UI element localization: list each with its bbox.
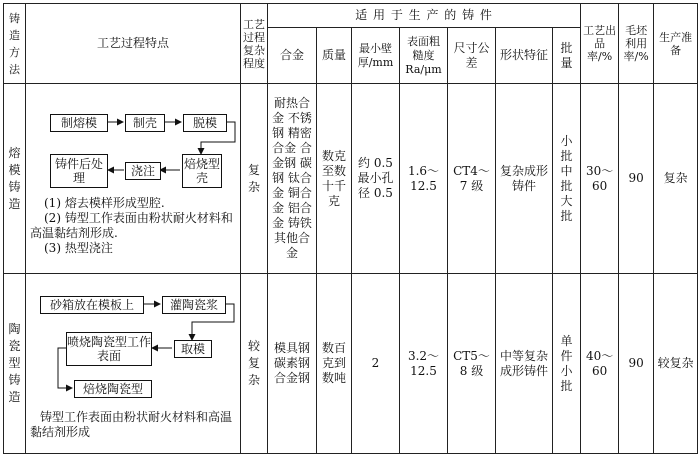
table-row-ceramic (4, 274, 698, 454)
flow-box-strip-pattern: 取模 (174, 340, 212, 358)
roughness-investment: 1.6～12.5 (400, 84, 448, 274)
flowchart-investment (28, 102, 238, 196)
note-item: (3) 热型浇注 (44, 240, 113, 255)
mass-ceramic: 数百克到数吨 (317, 274, 352, 454)
header-blank-rate: 毛坯利用率/% (619, 4, 654, 84)
roughness-ceramic: 3.2～12.5 (400, 274, 448, 454)
note-item: (1) 熔去模样形成型腔. (44, 195, 165, 210)
min-wall-ceramic: 2 (352, 274, 400, 454)
header-complexity: 工艺过程复杂程度 (241, 4, 268, 84)
method-investment: 熔模铸造 (4, 84, 26, 274)
batch-ceramic: 单件小批 (553, 274, 581, 454)
header-prep: 生产准备 (654, 4, 698, 84)
tolerance-ceramic: CT5～8 级 (448, 274, 496, 454)
header-min-wall: 最小壁厚/mm (352, 28, 400, 84)
flow-box-make-shell: 制壳 (125, 114, 165, 132)
blank-rate-ceramic: 90 (619, 274, 654, 454)
shape-investment: 复杂成形铸件 (496, 84, 553, 274)
flowchart-ceramic (28, 288, 238, 410)
header-roughness: 表面粗糙度 Ra/μm (400, 28, 448, 84)
yield-investment: 30～60 (581, 84, 619, 274)
header-batch: 批量 (553, 28, 581, 84)
alloy-investment: 耐热合金 不锈钢 精密合金 合金钢 碳钢 钛合金 铜合金 铝合金 铸铁 其他合金 (268, 84, 317, 274)
header-mass: 质量 (317, 28, 352, 84)
header-applicable: 适 用 于 生 产 的 铸 件 (268, 4, 581, 28)
header-alloy: 合金 (268, 28, 317, 84)
note-item: 铸型工作表面由粉状耐火材料和高温黏结剂形成 (30, 409, 233, 439)
flow-box-flask-on-pattern: 砂箱放在模板上 (40, 296, 144, 314)
alloy-ceramic: 模具钢 碳素钢 合金钢 (268, 274, 317, 454)
flow-box-torch-surface: 喷烧陶瓷型工作表面 (66, 332, 152, 366)
header-row-1 (4, 4, 698, 28)
yield-ceramic: 40～60 (581, 274, 619, 454)
notes-ceramic (30, 410, 236, 440)
features-investment (26, 84, 241, 274)
header-tolerance: 尺寸公差 (448, 28, 496, 84)
shape-ceramic: 中等复杂成形铸件 (496, 274, 553, 454)
tolerance-investment: CT4～7 级 (448, 84, 496, 274)
flow-box-bake-ceramic: 焙烧陶瓷型 (74, 380, 152, 398)
prep-ceramic: 较复杂 (654, 274, 698, 454)
prep-investment: 复杂 (654, 84, 698, 274)
table-row-investment (4, 84, 698, 274)
method-ceramic: 陶瓷型铸造 (4, 274, 26, 454)
min-wall-investment: 约 0.5 最小孔径 0.5 (352, 84, 400, 274)
casting-process-table (3, 3, 698, 454)
features-ceramic (26, 274, 241, 454)
header-yield: 工艺出品率/% (581, 4, 619, 84)
complexity-ceramic: 较复杂 (241, 274, 268, 454)
header-features: 工艺过程特点 (26, 4, 241, 84)
flow-box-bake-shell: 焙烧型壳 (182, 154, 222, 188)
header-method: 铸造方法 (4, 4, 26, 84)
header-shape: 形状特征 (496, 28, 553, 84)
blank-rate-investment: 90 (619, 84, 654, 274)
batch-investment: 小批中批大批 (553, 84, 581, 274)
flow-box-pour-slurry: 灌陶瓷浆 (162, 296, 226, 314)
flow-box-post-processing: 铸件后处 理 (50, 154, 108, 188)
flow-box-dewax: 脱模 (183, 114, 227, 132)
mass-investment: 数克至数十千克 (317, 84, 352, 274)
notes-investment (30, 196, 236, 256)
flow-box-make-wax-pattern: 制熔模 (50, 114, 108, 132)
complexity-investment: 复杂 (241, 84, 268, 274)
note-item: (2) 铸型工作表面由粉状耐火材料和高温黏结剂形成. (30, 210, 233, 240)
flow-box-pouring: 浇注 (125, 162, 161, 180)
